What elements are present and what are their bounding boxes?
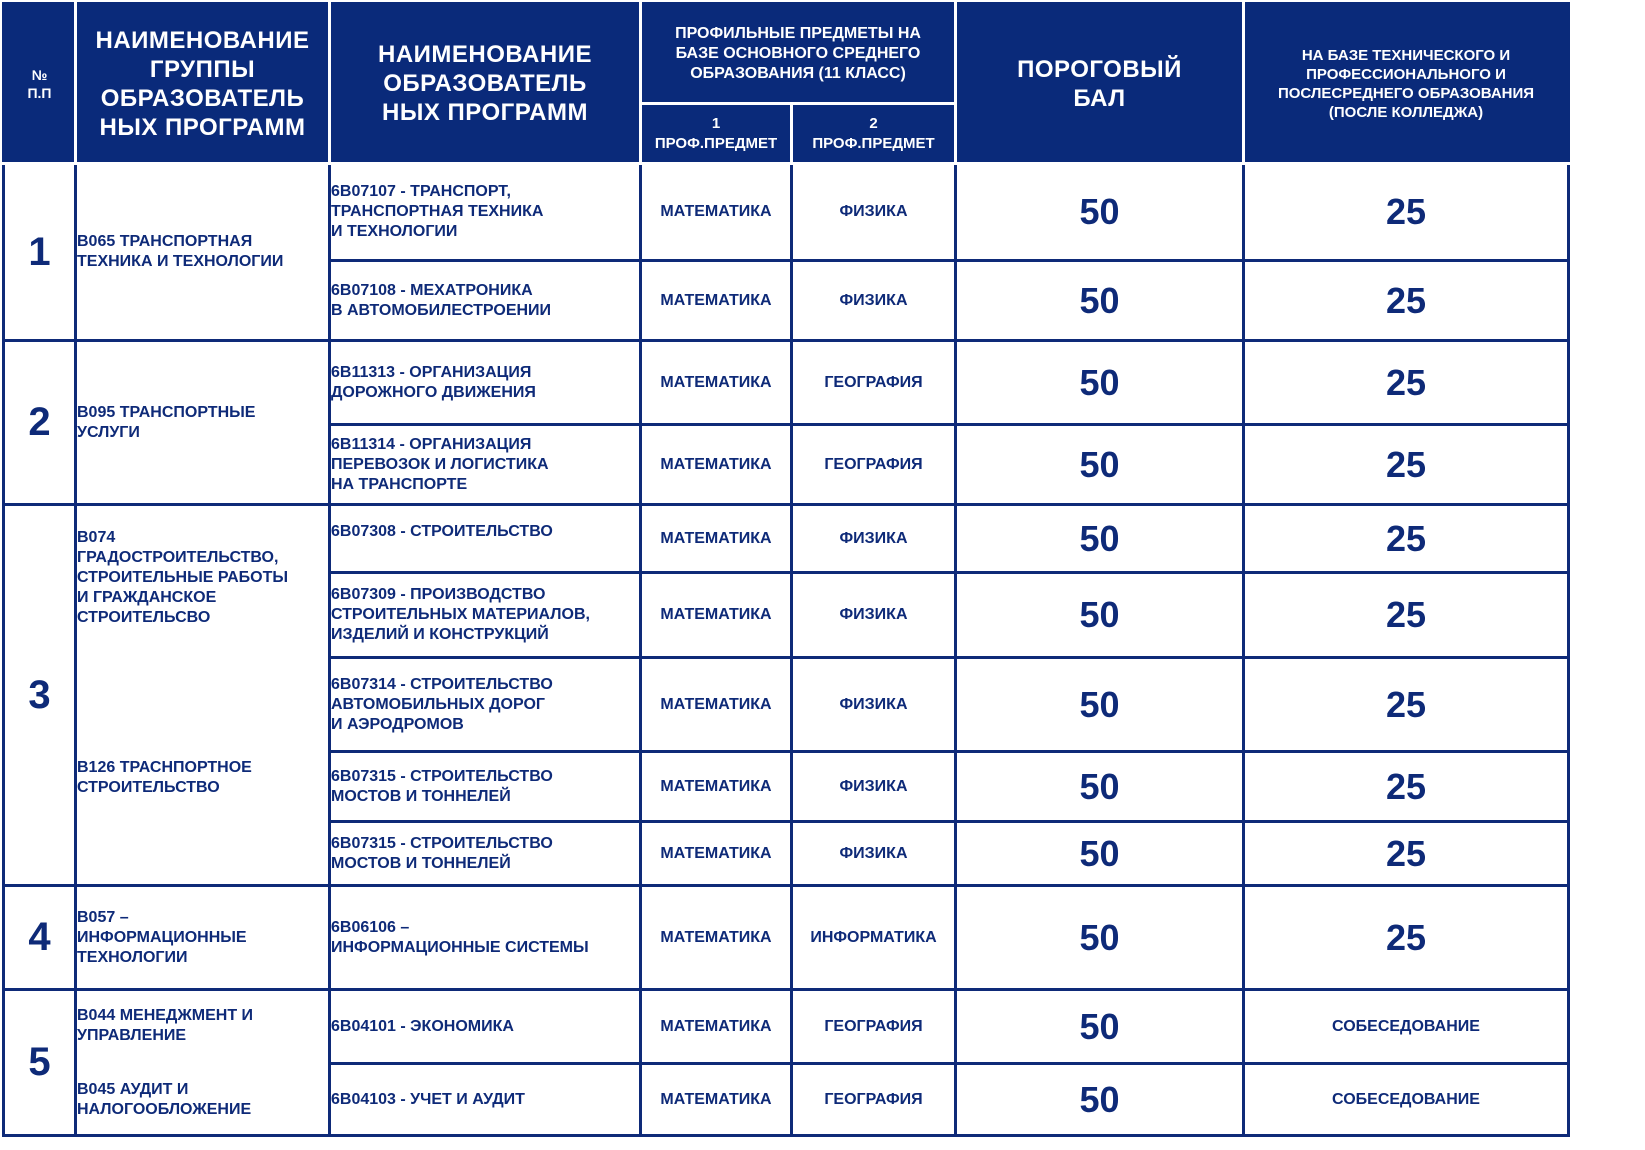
subject-1: МАТЕМАТИКА bbox=[641, 164, 792, 261]
row-number: 5 bbox=[4, 990, 76, 1136]
program-name: 6В07315 - СТРОИТЕЛЬСТВО МОСТОВ И ТОННЕЛЕЙ bbox=[330, 752, 641, 822]
program-name: 6В07315 - СТРОИТЕЛЬСТВО МОСТОВ И ТОННЕЛЕЙ bbox=[330, 822, 641, 886]
table-row bbox=[4, 886, 1569, 990]
table-row bbox=[4, 505, 1569, 573]
subject-2: ФИЗИКА bbox=[792, 261, 956, 341]
program-name: 6В07314 - СТРОИТЕЛЬСТВО АВТОМОБИЛЬНЫХ ДОРОГ И АЭРОДРОМОВ bbox=[330, 658, 641, 752]
threshold-score: 50 bbox=[956, 886, 1244, 990]
subject-2: ФИЗИКА bbox=[792, 752, 956, 822]
group-name: B057 – ИНФОРМАЦИОННЫЕ ТЕХНОЛОГИИ bbox=[76, 886, 330, 990]
subject-1: МАТЕМАТИКА bbox=[641, 261, 792, 341]
technical-score: 25 bbox=[1244, 425, 1569, 505]
subject-2: ФИЗИКА bbox=[792, 573, 956, 658]
subject-1: МАТЕМАТИКА bbox=[641, 1064, 792, 1136]
header-subject-2: 2 ПРОФ.ПРЕДМЕТ bbox=[792, 104, 956, 164]
technical-score: 25 bbox=[1244, 164, 1569, 261]
subject-2: ГЕОГРАФИЯ bbox=[792, 1064, 956, 1136]
program-name: 6В04103 - УЧЕТ И АУДИТ bbox=[330, 1064, 641, 1136]
table-row bbox=[4, 341, 1569, 425]
group-name: B074 ГРАДОСТРОИТЕЛЬСТВО, СТРОИТЕЛЬНЫЕ РАБОТЫ И ГРАЖДАНСКОЕ СТРОИТЕЛЬСВО B126 ТРАСНПОРТНОЕ СТРОИТЕЛЬСТВО bbox=[76, 505, 330, 886]
technical-score: 25 bbox=[1244, 341, 1569, 425]
subject-1: МАТЕМАТИКА bbox=[641, 658, 792, 752]
program-name: 6В06106 – ИНФОРМАЦИОННЫЕ СИСТЕМЫ bbox=[330, 886, 641, 990]
row-number: 1 bbox=[4, 164, 76, 341]
technical-score: 25 bbox=[1244, 822, 1569, 886]
subject-1: МАТЕМАТИКА bbox=[641, 573, 792, 658]
row-number: 4 bbox=[4, 886, 76, 990]
threshold-score: 50 bbox=[956, 261, 1244, 341]
threshold-score: 50 bbox=[956, 164, 1244, 261]
subject-1: МАТЕМАТИКА bbox=[641, 752, 792, 822]
technical-score: 25 bbox=[1244, 505, 1569, 573]
program-name: 6В11313 - ОРГАНИЗАЦИЯ ДОРОЖНОГО ДВИЖЕНИЯ bbox=[330, 341, 641, 425]
program-name: 6В07308 - СТРОИТЕЛЬСТВО bbox=[330, 505, 641, 573]
program-name: 6В04101 - ЭКОНОМИКА bbox=[330, 990, 641, 1064]
program-name: 6В07107 - ТРАНСПОРТ, ТРАНСПОРТНАЯ ТЕХНИКА И ТЕХНОЛОГИИ bbox=[330, 164, 641, 261]
table-row bbox=[4, 990, 1569, 1064]
program-name: 6В07108 - МЕХАТРОНИКА В АВТОМОБИЛЕСТРОЕНИИ bbox=[330, 261, 641, 341]
admission-table bbox=[2, 2, 1570, 1137]
row-number: 3 bbox=[4, 505, 76, 886]
technical-score: СОБЕСЕДОВАНИЕ bbox=[1244, 1064, 1569, 1136]
threshold-score: 50 bbox=[956, 573, 1244, 658]
group-name: B065 ТРАНСПОРТНАЯ ТЕХНИКА И ТЕХНОЛОГИИ bbox=[76, 164, 330, 341]
threshold-score: 50 bbox=[956, 752, 1244, 822]
header-threshold: ПОРОГОВЫЙ БАЛ bbox=[956, 4, 1244, 164]
subject-1: МАТЕМАТИКА bbox=[641, 425, 792, 505]
subject-1: МАТЕМАТИКА bbox=[641, 505, 792, 573]
table-row bbox=[4, 164, 1569, 261]
subject-2: ГЕОГРАФИЯ bbox=[792, 425, 956, 505]
subject-1: МАТЕМАТИКА bbox=[641, 990, 792, 1064]
header-number: № П.П bbox=[4, 4, 76, 164]
subject-2: ФИЗИКА bbox=[792, 658, 956, 752]
threshold-score: 50 bbox=[956, 341, 1244, 425]
row-number: 2 bbox=[4, 341, 76, 505]
threshold-score: 50 bbox=[956, 505, 1244, 573]
subject-2: ФИЗИКА bbox=[792, 505, 956, 573]
group-name: B044 МЕНЕДЖМЕНТ И УПРАВЛЕНИЕ B045 АУДИТ И НАЛОГООБЛОЖЕНИЕ bbox=[76, 990, 330, 1136]
header-profile-subjects: ПРОФИЛЬНЫЕ ПРЕДМЕТЫ НА БАЗЕ ОСНОВНОГО СРЕДНЕГО ОБРАЗОВАНИЯ (11 КЛАСС) bbox=[641, 4, 956, 104]
threshold-score: 50 bbox=[956, 990, 1244, 1064]
program-name: 6В11314 - ОРГАНИЗАЦИЯ ПЕРЕВОЗОК И ЛОГИСТИКА НА ТРАНСПОРТЕ bbox=[330, 425, 641, 505]
subject-2: ГЕОГРАФИЯ bbox=[792, 990, 956, 1064]
technical-score: СОБЕСЕДОВАНИЕ bbox=[1244, 990, 1569, 1064]
subject-2: ИНФОРМАТИКА bbox=[792, 886, 956, 990]
threshold-score: 50 bbox=[956, 1064, 1244, 1136]
subject-1: МАТЕМАТИКА bbox=[641, 822, 792, 886]
header-group-name: НАИМЕНОВАНИЕ ГРУППЫ ОБРАЗОВАТЕЛЬ НЫХ ПРОГРАММ bbox=[76, 4, 330, 164]
subject-1: МАТЕМАТИКА bbox=[641, 886, 792, 990]
threshold-score: 50 bbox=[956, 425, 1244, 505]
technical-score: 25 bbox=[1244, 573, 1569, 658]
subject-2: ФИЗИКА bbox=[792, 822, 956, 886]
threshold-score: 50 bbox=[956, 658, 1244, 752]
subject-1: МАТЕМАТИКА bbox=[641, 341, 792, 425]
group-name: B095 ТРАНСПОРТНЫЕ УСЛУГИ bbox=[76, 341, 330, 505]
subject-2: ФИЗИКА bbox=[792, 164, 956, 261]
header-technical-base: НА БАЗЕ ТЕХНИЧЕСКОГО И ПРОФЕССИОНАЛЬНОГО И ПОСЛЕСРЕДНЕГО ОБРАЗОВАНИЯ (ПОСЛЕ КОЛЛЕДЖА) bbox=[1244, 4, 1569, 164]
technical-score: 25 bbox=[1244, 886, 1569, 990]
program-name: 6В07309 - ПРОИЗВОДСТВО СТРОИТЕЛЬНЫХ МАТЕРИАЛОВ, ИЗДЕЛИЙ И КОНСТРУКЦИЙ bbox=[330, 573, 641, 658]
threshold-score: 50 bbox=[956, 822, 1244, 886]
header-subject-1: 1 ПРОФ.ПРЕДМЕТ bbox=[641, 104, 792, 164]
technical-score: 25 bbox=[1244, 752, 1569, 822]
subject-2: ГЕОГРАФИЯ bbox=[792, 341, 956, 425]
technical-score: 25 bbox=[1244, 261, 1569, 341]
technical-score: 25 bbox=[1244, 658, 1569, 752]
header-program-name: НАИМЕНОВАНИЕ ОБРАЗОВАТЕЛЬ НЫХ ПРОГРАММ bbox=[330, 4, 641, 164]
